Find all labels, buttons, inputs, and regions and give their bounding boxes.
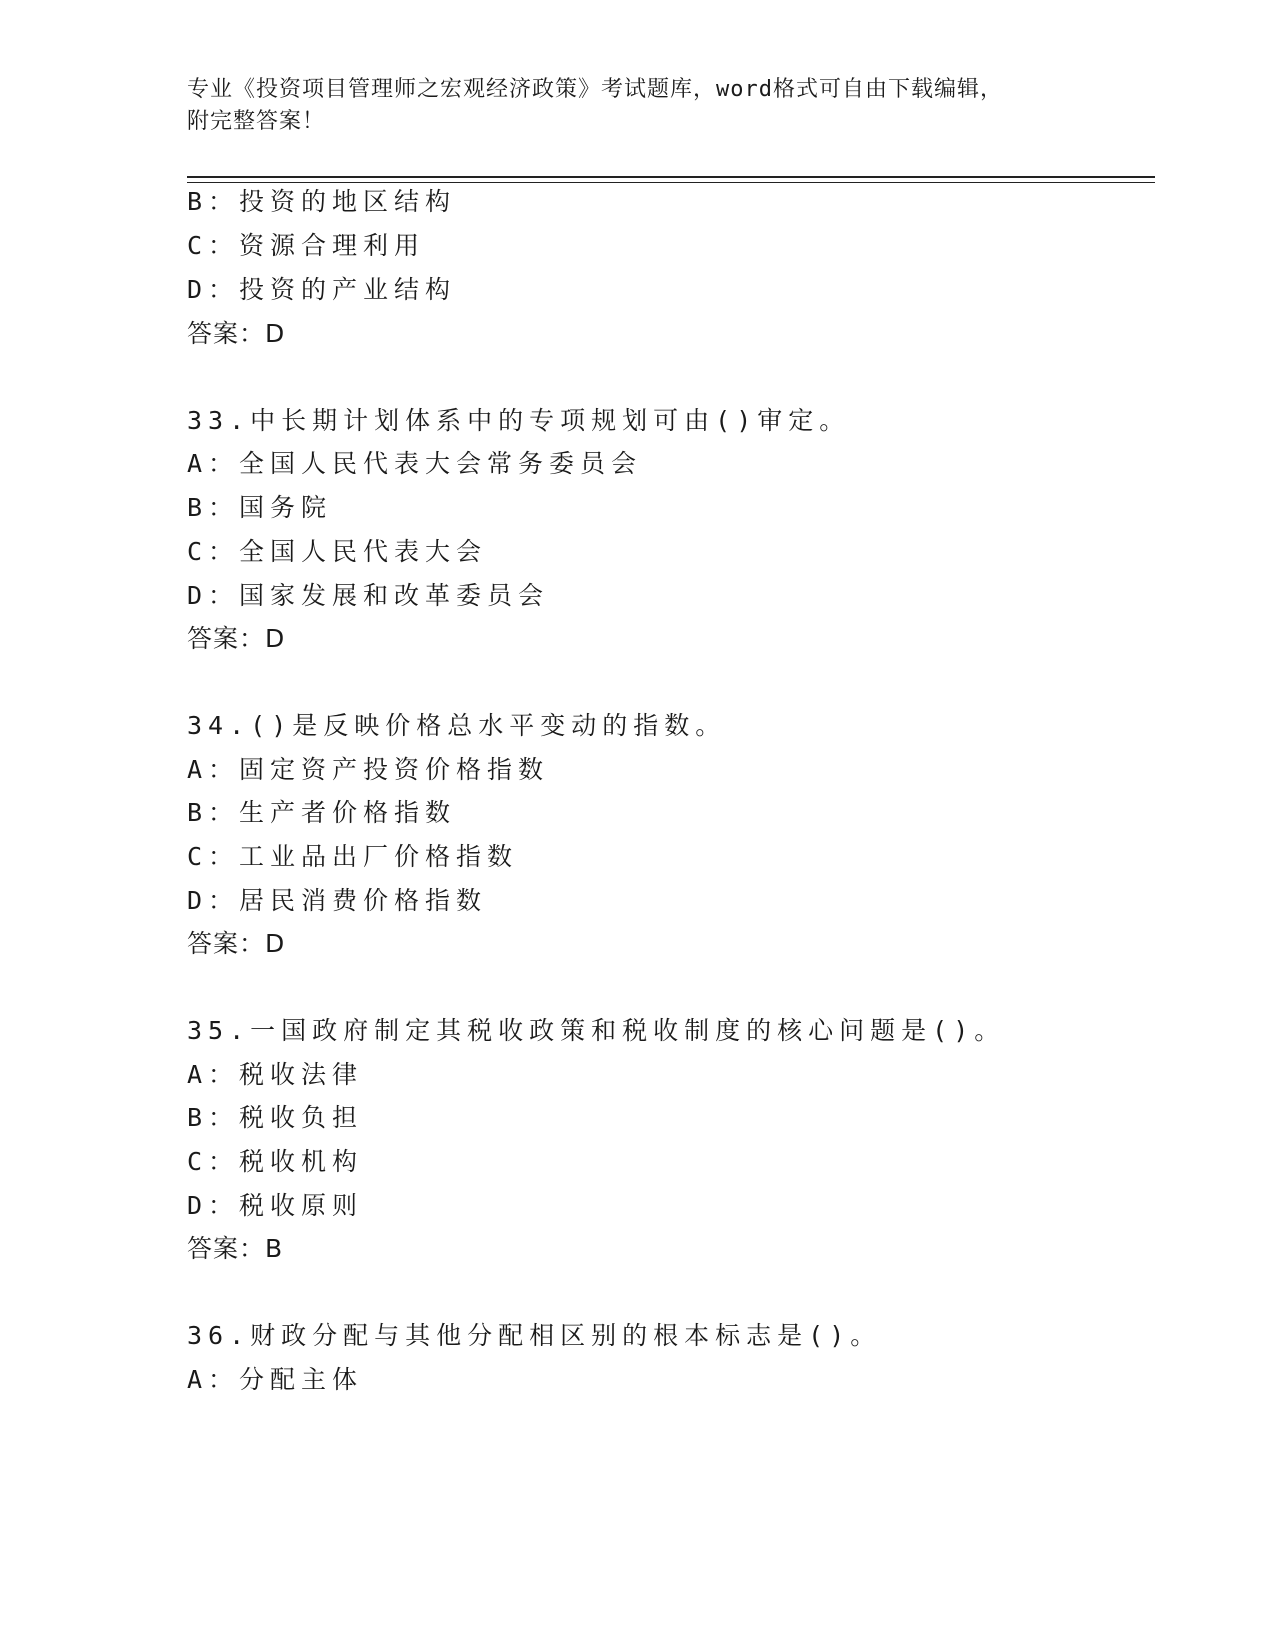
q33-option-c: C：全国人民代表大会 — [187, 537, 488, 566]
q33-option-a: A：全国人民代表大会常务委员会 — [187, 449, 643, 478]
header-divider-thick — [187, 176, 1155, 178]
q33-option-b: B：国务院 — [187, 493, 333, 522]
header-line-2: 附完整答案！ — [187, 109, 326, 134]
q32-option-c: C：资源合理利用 — [187, 231, 426, 260]
q32-answer: 答案：D — [187, 319, 286, 348]
q36-option-a: A：分配主体 — [187, 1365, 364, 1394]
header-divider-thin — [187, 182, 1155, 183]
q35-answer: 答案：B — [187, 1234, 284, 1263]
q34-option-d: D：居民消费价格指数 — [187, 886, 488, 915]
q34-answer: 答案：D — [187, 929, 286, 958]
q35-option-b: B：税收负担 — [187, 1103, 364, 1132]
q34-option-a: A：固定资产投资价格指数 — [187, 755, 550, 784]
q35-option-a: A：税收法律 — [187, 1060, 364, 1089]
header-line-1: 专业《投资项目管理师之宏观经济政策》考试题库，word格式可自由下载编辑， — [187, 77, 1003, 102]
q33-stem: 33.中长期计划体系中的专项规划可由()审定。 — [187, 406, 851, 435]
q34-stem: 34.()是反映价格总水平变动的指数。 — [187, 711, 727, 740]
q35-option-d: D：税收原则 — [187, 1191, 364, 1220]
q34-option-b: B：生产者价格指数 — [187, 798, 457, 827]
q34-option-c: C：工业品出厂价格指数 — [187, 842, 519, 871]
q36-stem: 36.财政分配与其他分配相区别的根本标志是()。 — [187, 1321, 882, 1350]
q33-option-d: D：国家发展和改革委员会 — [187, 581, 550, 610]
q35-option-c: C：税收机构 — [187, 1147, 364, 1176]
q32-option-d: D：投资的产业结构 — [187, 275, 457, 304]
q32-option-b: B：投资的地区结构 — [187, 187, 457, 216]
document-header — [187, 74, 1087, 138]
q35-stem: 35.一国政府制定其税收政策和税收制度的核心问题是()。 — [187, 1016, 1006, 1045]
q33-answer: 答案：D — [187, 624, 286, 653]
